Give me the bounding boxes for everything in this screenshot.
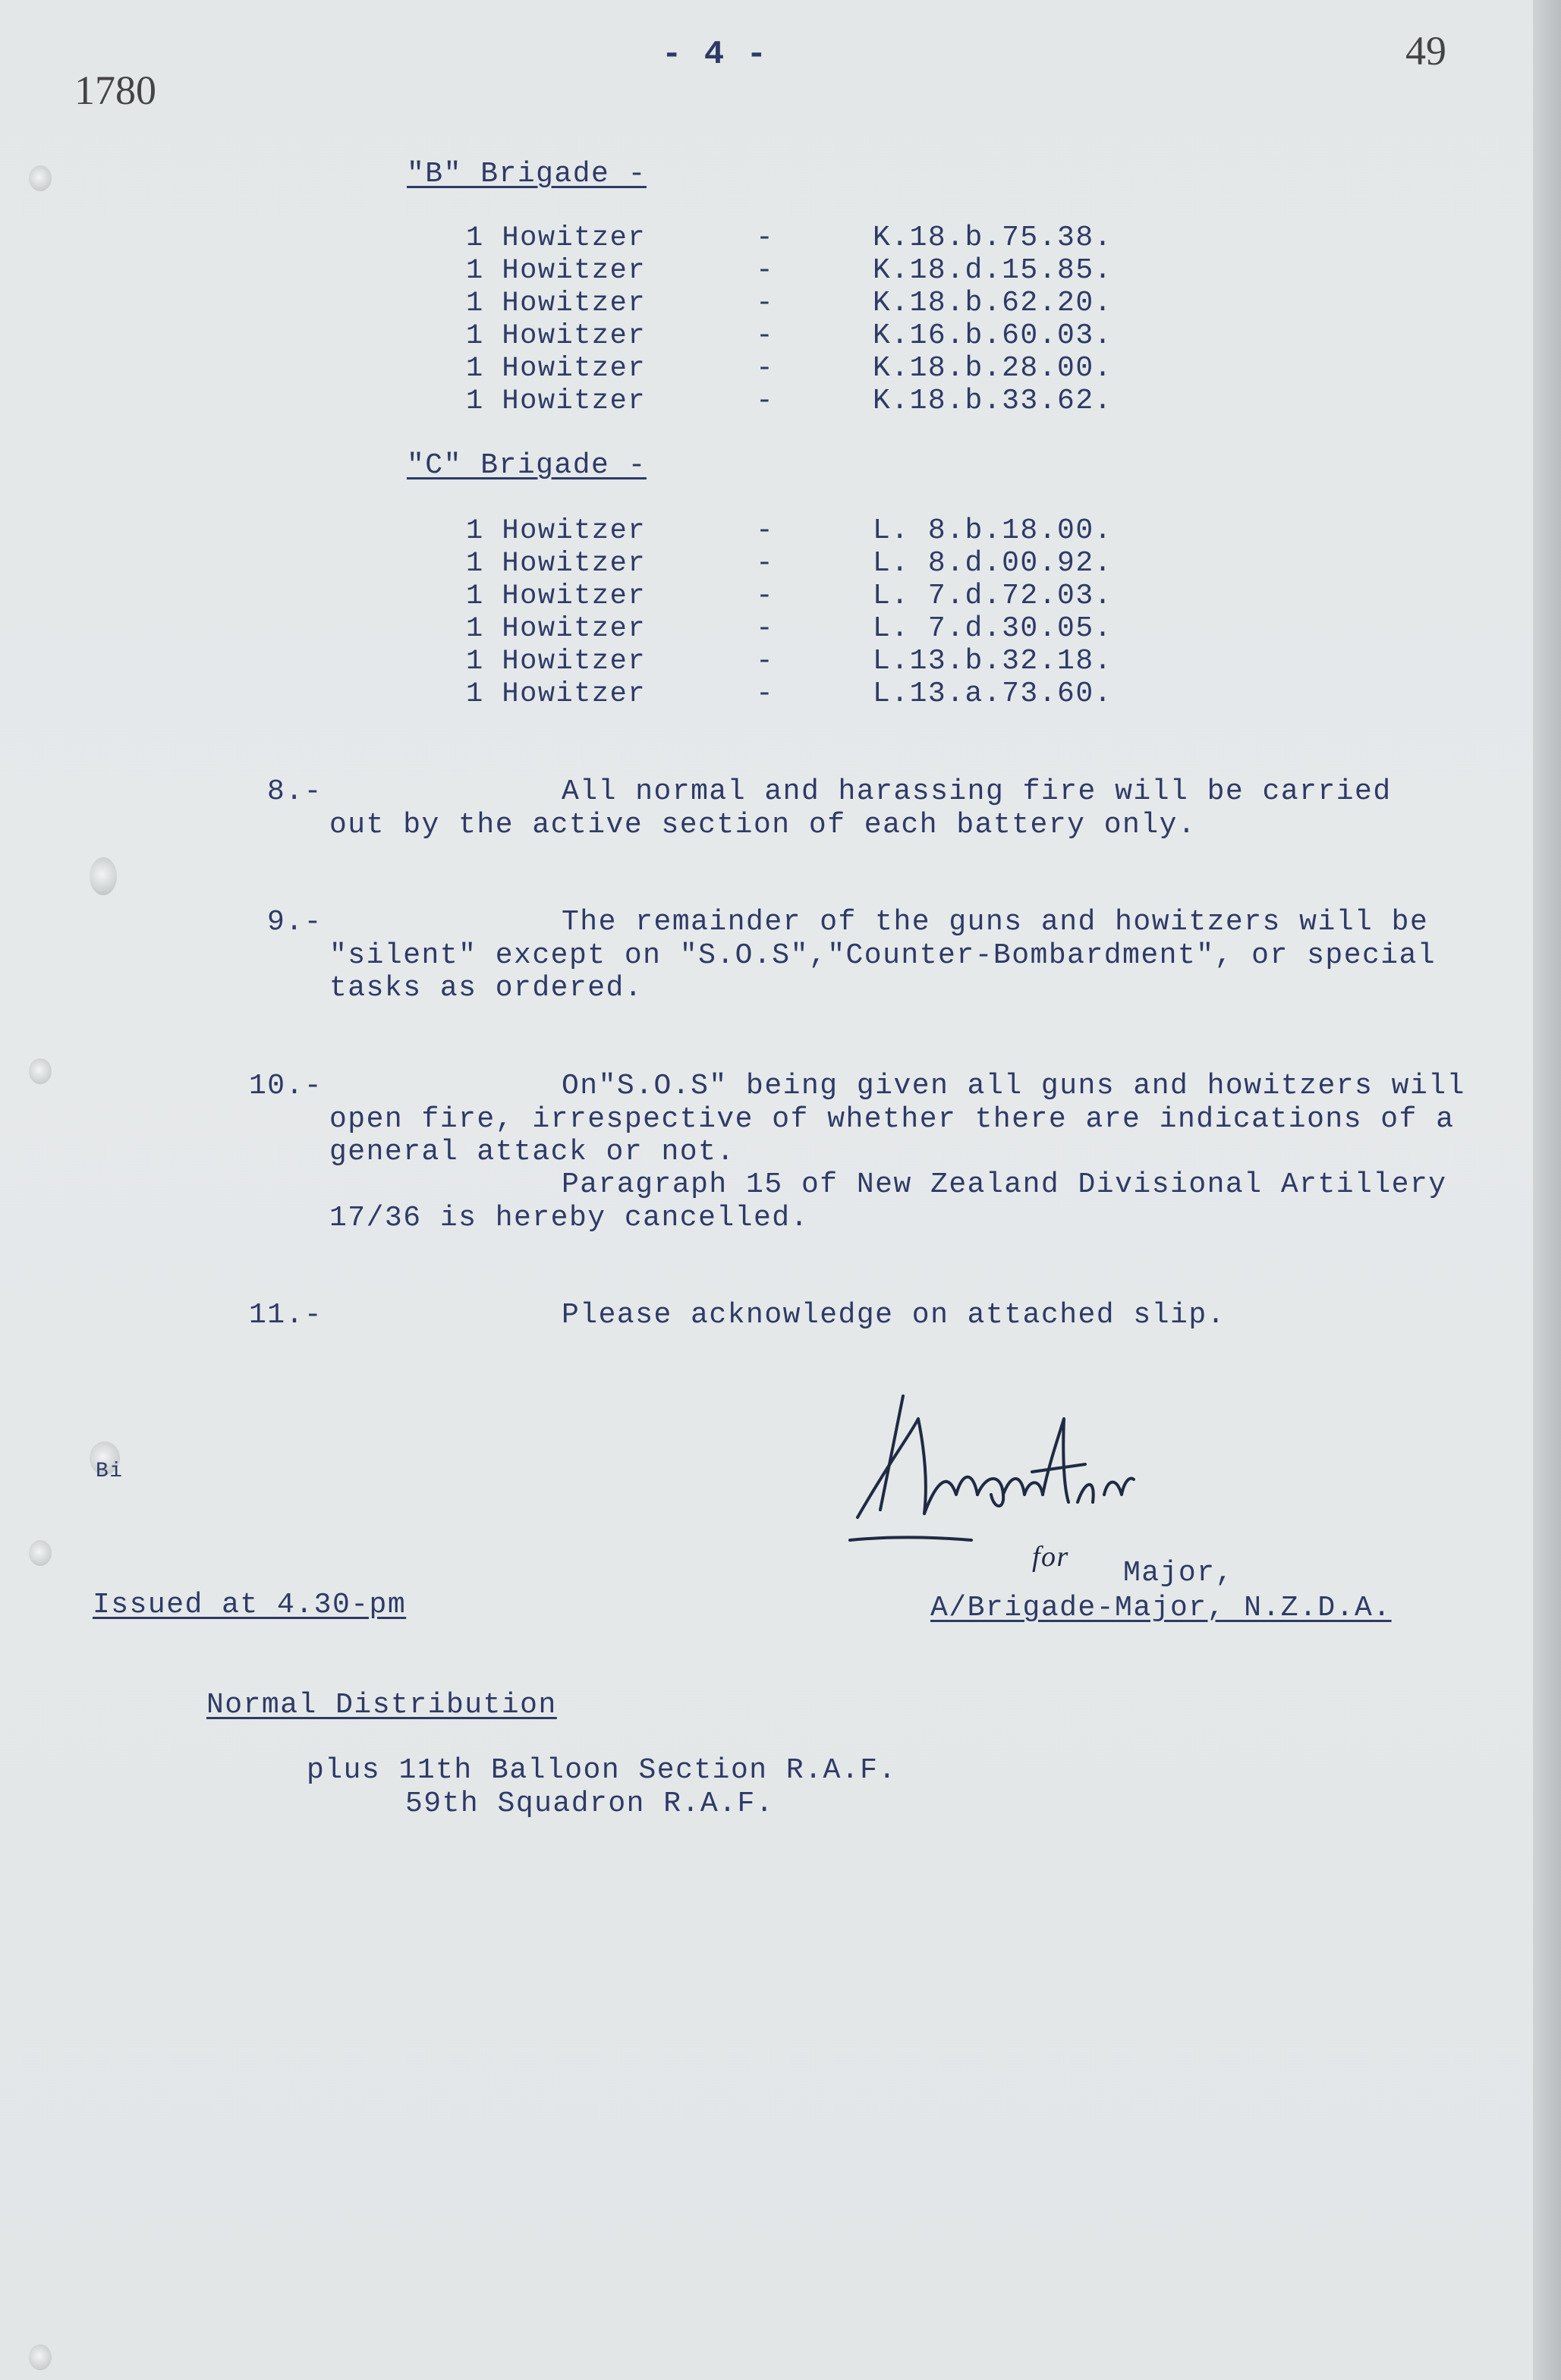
row-dash: -: [756, 547, 775, 580]
row-dash: -: [756, 514, 775, 547]
signature-title: A/Brigade-Major, N.Z.D.A.: [930, 1592, 1392, 1624]
row-map-reference: K.18.b.75.38.: [873, 222, 1113, 254]
row-map-reference: K.18.b.62.20.: [873, 287, 1113, 319]
handwritten-signature: [842, 1388, 1207, 1570]
row-item: 1 Howitzer: [466, 548, 647, 580]
distribution-heading: Normal Distribution: [206, 1689, 557, 1721]
paragraph-number: 11.-: [249, 1299, 323, 1331]
row-map-reference: L. 7.d.30.05.: [873, 612, 1113, 645]
paragraph-body: open fire, irrespective of whether there are indications of a general attack or not.: [329, 1103, 1455, 1168]
paragraph-first-line: On"S.O.S" being given all guns and howitzers will: [562, 1070, 1465, 1102]
row-map-reference: K.18.b.28.00.: [873, 352, 1113, 385]
row-item: 1 Howitzer: [466, 320, 647, 352]
row-dash: -: [756, 254, 775, 287]
issued-time: Issued at 4.30-pm: [93, 1589, 407, 1621]
row-dash: -: [756, 580, 775, 612]
paragraph-body: out by the active section of each battery only.: [329, 809, 1197, 841]
paragraph-number: 9.-: [267, 906, 323, 938]
b-brigade-title: "B" Brigade -: [407, 158, 647, 190]
row-dash: -: [756, 612, 775, 645]
c-brigade-title: "C" Brigade -: [407, 449, 647, 482]
paragraph-extra-body: 17/36 is hereby cancelled.: [329, 1202, 809, 1234]
margin-note: Bi: [96, 1460, 124, 1483]
row-map-reference: K.18.d.15.85.: [873, 254, 1113, 287]
row-dash: -: [756, 222, 775, 254]
row-item: 1 Howitzer: [466, 255, 647, 287]
distribution-line-1: plus 11th Balloon Section R.A.F.: [307, 1754, 897, 1787]
page-centre-mark: - 4 -: [662, 36, 768, 74]
punch-hole: [29, 1058, 52, 1084]
row-dash: -: [756, 352, 775, 385]
distribution-line-2: 59th Squadron R.A.F.: [405, 1787, 775, 1820]
signature-rank: Major,: [1123, 1557, 1234, 1589]
row-map-reference: L. 8.d.00.92.: [873, 547, 1113, 580]
paragraph-number: 8.-: [267, 775, 323, 808]
row-map-reference: L. 8.b.18.00.: [873, 514, 1113, 547]
punch-hole: [90, 857, 117, 895]
paragraph-first-line: The remainder of the guns and howitzers will be: [562, 906, 1429, 938]
row-dash: -: [756, 385, 775, 417]
paragraph-number: 10.-: [249, 1070, 323, 1102]
row-item: 1 Howitzer: [466, 646, 647, 678]
page-edge: [1533, 0, 1561, 2380]
row-map-reference: L. 7.d.72.03.: [873, 580, 1113, 612]
row-dash: -: [756, 645, 775, 678]
row-map-reference: L.13.a.73.60.: [873, 678, 1113, 710]
punch-hole: [29, 165, 52, 191]
row-item: 1 Howitzer: [466, 580, 647, 612]
row-item: 1 Howitzer: [466, 353, 647, 385]
page-number: 49: [1405, 28, 1446, 74]
row-item: 1 Howitzer: [466, 385, 647, 417]
row-map-reference: K.16.b.60.03.: [873, 319, 1113, 352]
row-map-reference: L.13.b.32.18.: [873, 645, 1113, 678]
row-dash: -: [756, 319, 775, 352]
row-item: 1 Howitzer: [466, 678, 647, 710]
punch-hole: [29, 2344, 52, 2370]
row-item: 1 Howitzer: [466, 288, 647, 319]
row-item: 1 Howitzer: [466, 515, 647, 547]
row-item: 1 Howitzer: [466, 613, 647, 645]
row-item: 1 Howitzer: [466, 222, 647, 254]
paragraph-body: "silent" except on "S.O.S","Counter-Bombardment", or special tasks as ordered.: [329, 939, 1437, 1005]
row-dash: -: [756, 678, 775, 710]
row-dash: -: [756, 287, 775, 319]
row-map-reference: K.18.b.33.62.: [873, 385, 1113, 417]
document-number: 1780: [74, 68, 156, 113]
paragraph-first-line: Please acknowledge on attached slip.: [562, 1299, 1226, 1331]
paragraph-first-line: All normal and harassing fire will be carried: [562, 775, 1392, 808]
paragraph-extra-first-line: Paragraph 15 of New Zealand Divisional Artillery: [562, 1168, 1447, 1201]
signature-for: for: [1032, 1541, 1069, 1573]
punch-hole: [29, 1540, 52, 1566]
